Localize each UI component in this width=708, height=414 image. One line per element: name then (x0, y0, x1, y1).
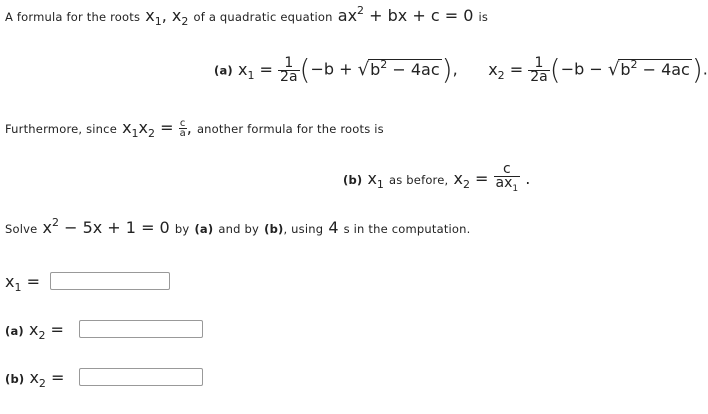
formula-a-fraction-1: $\frac{1}{2a}$ (280, 54, 298, 85)
quadratic-equation: $ax^2$ + bx + c = 0 (337, 4, 474, 25)
intro-line: A formula for the roots $x_1$, $x_2$ of a quadratic equation $ax^2$ + bx + c = 0 is (5, 4, 489, 29)
furthermore-line: Furthermore, since $x_1x_2$ = $\frac{c}{a}$ , another formula for the roots is (5, 118, 384, 141)
formula-a-term1: −b + (310, 59, 353, 79)
formula-a-x1: $x_1$ = (237, 59, 273, 82)
paren-open: ( (299, 53, 311, 86)
formula-b-text: as before, (389, 172, 449, 187)
formula-b: (b) $x_1$ as before, $x_2$ = $\frac{c}{ax_1}$ . (343, 161, 531, 194)
solve-text: Solve (5, 222, 38, 236)
sqrt-1: $√b^2 - 4ac$ (357, 57, 440, 80)
answer-a-x2-label: (a) $x_2$ = (5, 320, 64, 343)
x1-answer-input[interactable] (50, 272, 170, 290)
b-x2-answer-input[interactable] (79, 368, 203, 386)
formula-b-label: (b) (343, 172, 363, 187)
formula-b-x2: $x_2$ = (453, 168, 489, 192)
formula-a-label: (a) (214, 63, 233, 78)
intro-text: A formula for the roots (5, 10, 141, 24)
furthermore-text-2: another formula for the roots is (196, 122, 384, 136)
solve-line: Solve $x^2 - 5x + 1 = 0$ by (a) and by (b), using 4 s in the computation. (5, 216, 471, 237)
formula-a-fraction-2: $\frac{1}{2a}$ (530, 54, 548, 85)
solve-equation: $x^2 - 5x + 1 = 0$ (42, 216, 170, 237)
formula-a-x2: $x_2$ = (488, 59, 524, 82)
furthermore-text: Furthermore, since (5, 122, 117, 136)
intro-text-3: is (478, 10, 489, 24)
intro-text-2: of a quadratic equation (193, 10, 333, 24)
formula-b-fraction: $\frac{c}{ax_1}$ (495, 161, 519, 194)
solve-ref-b: (b) (264, 222, 284, 236)
product-x1x2: $x_1x_2$ = (122, 118, 174, 141)
x2-symbol: $x_2$ (171, 6, 189, 29)
formula-b-x1: $x_1$ (367, 168, 384, 192)
answer-b-x2-label: (b) $x_2$ = (5, 368, 65, 391)
solve-ref-a: (a) (194, 222, 214, 236)
formula-a-term2: −b − (560, 59, 603, 79)
a-x2-answer-input[interactable] (79, 320, 203, 338)
c-over-a-fraction: $\frac{c}{a}$ (179, 118, 186, 139)
significant-digits: 4 (328, 218, 339, 237)
sqrt-2: $√b^2 - 4ac$ (607, 57, 690, 80)
answer-x1-label: $x_1$ = (5, 272, 40, 295)
x1-symbol: $x_1$ (145, 6, 162, 29)
formula-a: (a) $x_1$ = $\frac{1}{2a}$ $(-b + √b^2 - 4ac)$, $x_2$ = $\frac{1}{2a}$ $(-b - √b^2 - 4ac)$. (214, 53, 708, 86)
